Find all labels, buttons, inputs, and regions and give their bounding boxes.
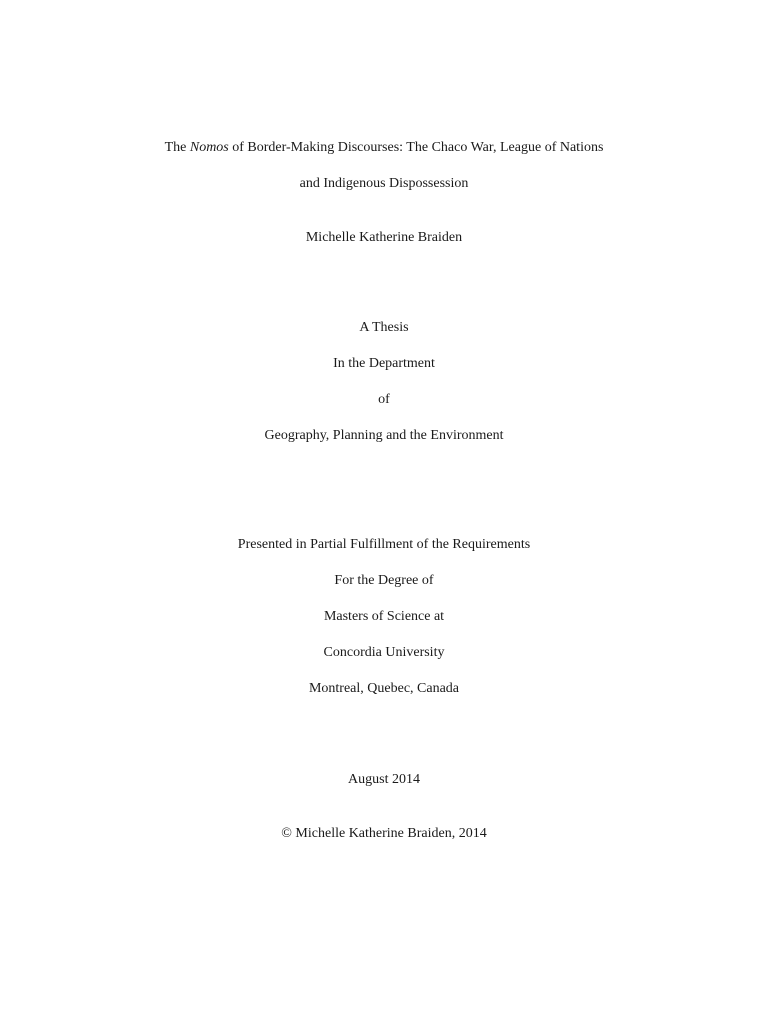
author-name: Michelle Katherine Braiden [305, 230, 463, 245]
degree-intro: For the Degree of [334, 573, 434, 588]
department-intro: In the Department [333, 356, 435, 371]
title-suffix: of Border-Making Discourses: The Chaco War, League of Nations [228, 140, 604, 155]
fulfillment-statement: Presented in Partial Fulfillment of the Requirements [237, 537, 531, 552]
university-name: Concordia University [323, 645, 445, 660]
thesis-title-line-1 [0, 139, 768, 157]
title-italic-word: Nomos [189, 140, 229, 155]
title-prefix: The [164, 140, 190, 155]
document-type: A Thesis [359, 320, 409, 335]
degree-name: Masters of Science at [323, 609, 445, 624]
department-name: Geography, Planning and the Environment [264, 428, 504, 443]
copyright-notice: © Michelle Katherine Braiden, 2014 [281, 826, 487, 841]
department-of: of [378, 392, 390, 407]
thesis-title-line-2: and Indigenous Dispossession [299, 176, 469, 191]
submission-date: August 2014 [348, 772, 420, 787]
university-location: Montreal, Quebec, Canada [308, 681, 460, 696]
